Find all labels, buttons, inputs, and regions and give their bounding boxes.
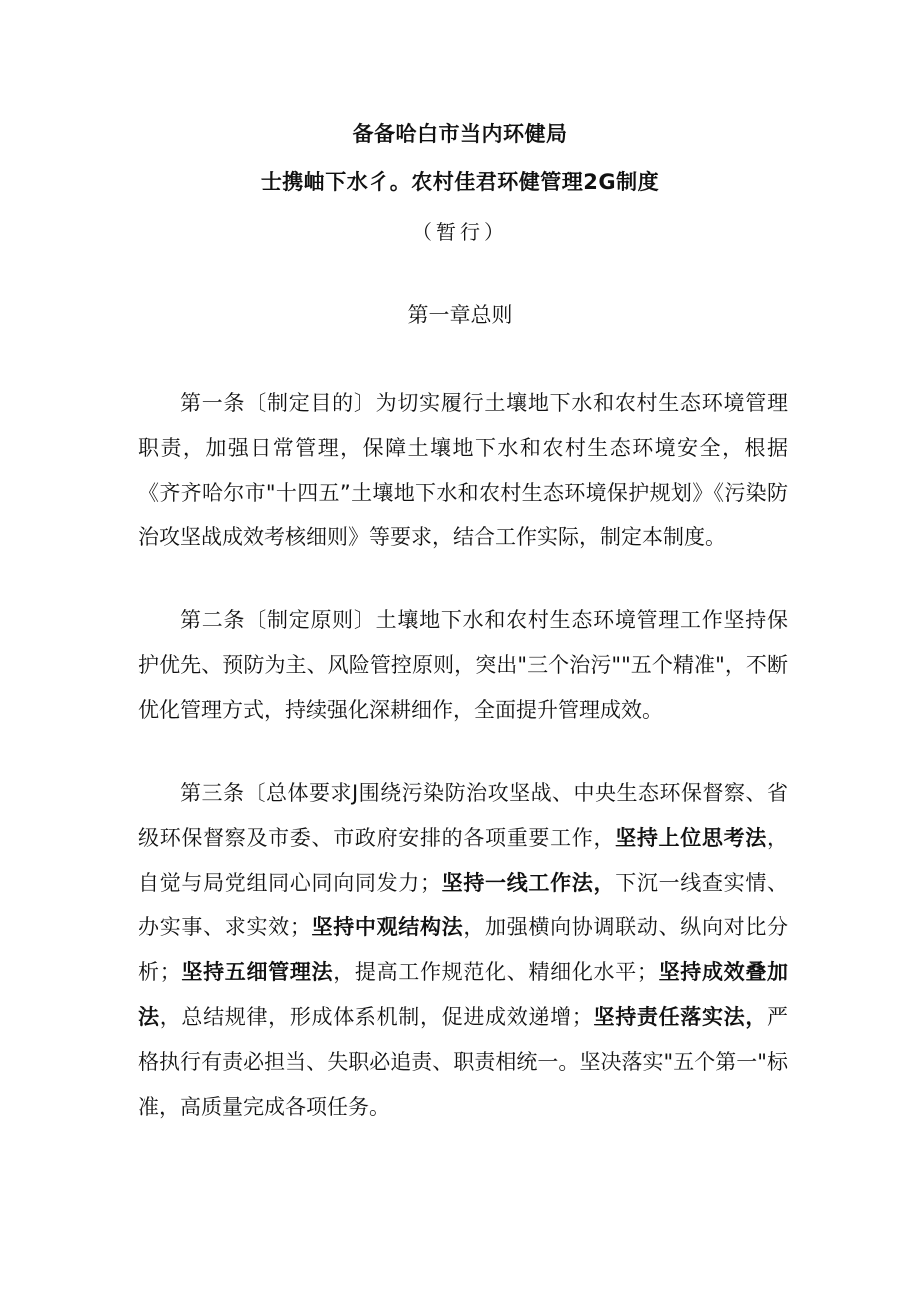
document-title-line2: 士携岫下水彳。农村佳君环健管理2G制度 [260, 170, 660, 194]
article-3-text-segment: ，提高工作规范化、精细化水平； [333, 960, 658, 985]
chapter-heading: 第一章总则 [407, 303, 513, 327]
article-3-text-segment: 第三条〔总体要求J围绕污染防治攻坚战、中央生态环保督察、省级环保督察及市委、市政府安排的各项重要工作， [138, 781, 788, 850]
document-title-line1: 备备哈白市当内环健局 [352, 122, 568, 146]
article-3-bold-principle: 坚持上位思考法 [615, 825, 767, 850]
article-3-bold-principle: 坚持五细管理法 [180, 960, 334, 985]
article-3-text-segment: ，总结规律，形成体系机制，促进成效递增； [159, 1004, 593, 1029]
article-3-bold-principle: 坚持成效叠加法 [138, 960, 789, 1029]
article-3-text-segment: ，自觉与局党组同心同向同发力； [138, 825, 788, 895]
article-3-bold-principle: 坚持责任落实法， [592, 1004, 768, 1029]
article-2-text: 第二条〔制定原则〕土壤地下水和农村生态环境管理工作坚持保护优先、预防为主、风险管控原则，突出"三个治污""五个精准"，不断优化管理方式，持续强化深耕细作，全面提升管理成效。 [138, 608, 788, 722]
article-3-bold-principle: 坚持一线工作法， [440, 870, 616, 895]
article-3-text-segment: 严格执行有责必担当、失职必追责、职责相统一。坚决落实"五个第一"标准，高质量完成各项任务。 [138, 1004, 789, 1119]
article-2 [138, 598, 788, 732]
article-3-text-segment: ，加强横向协调联动、纵向对比分析； [138, 915, 789, 985]
article-3-bold-principle: 坚持中观结构法 [310, 915, 464, 940]
article-3 [138, 771, 788, 1129]
article-1 [138, 381, 788, 560]
article-3-text [138, 771, 788, 1129]
article-1-text: 第一条〔制定目的〕为切实履行土壤地下水和农村生态环境管理职责，加强日常管理，保障土壤地下水和农村生态环境安全，根据《齐齐哈尔市"十四五”土壤地下水和农村生态环境保护规划》《污染防治攻坚战成效考核细则》等要求，结合工作实际，制定本制度。 [138, 391, 788, 550]
document-subtitle: （暂行） [412, 220, 508, 244]
article-3-text-segment: 下沉一线查实情、办实事、求实效； [138, 870, 789, 940]
